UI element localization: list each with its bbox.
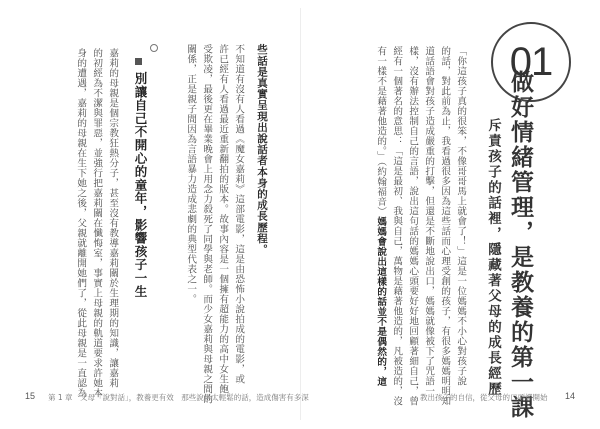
left-page-number: 15: [25, 391, 36, 401]
left-body-col-7: 身的遭遇，嘉莉的母親在生下她之後，父親就離開她們了，從此母親是一直認為: [75, 48, 87, 398]
chapter-number: 01: [509, 39, 553, 84]
left-body-col-2: 許已經有人看過最近重新翻拍的版本。故事內容是一個擁有超能力的高中女生飽: [217, 44, 229, 394]
left-body-col-3: 受欺凌，最後更在畢業晚會上用念力殺死了同學與老師。而少女嘉莉與母親之間的: [201, 44, 213, 404]
right-body-col-2: 的話，對此前為止，我看過很多因為這些話而心理受創的孩子，有很多媽媽明明知: [439, 46, 451, 406]
right-body-col-1: 「你這孩子真的很笨，不像哥哥馬上就會了！」這是一位媽媽不小心對孩子說: [455, 46, 467, 386]
left-body-col-5: 嘉莉的母親是個宗教狂熱分子，甚至沒有教導嘉莉關於生理期的知識，讓嘉莉: [107, 48, 119, 388]
right-body-col-6: 有一樣不是藉著他造的。」（約翰福音）媽媽會說出這樣的話並不是偶然的，這: [375, 46, 387, 387]
page-gutter: [300, 8, 301, 420]
section1-heading: 些話是真實呈現出說話者本身的成長歷程。: [256, 44, 268, 255]
left-body-col-6: 的初經為不潔與罪惡，並強行把嘉莉關在懺悔室，事實上母親的軌道要求許她本: [91, 48, 103, 398]
left-footer: 第 1 章 父母「說對話」，教養更有效 那些說得太輕鬆的話，造成傷害有多深: [48, 393, 309, 402]
left-body-col-4: 關係，正是親子間因為言語暴力造成悲劇的典型代表之一。: [185, 44, 197, 304]
emphasized-phrase: 媽媽會說出這樣的話並不是偶然的，這: [375, 216, 387, 387]
right-page-number: 14: [565, 391, 576, 401]
right-body-col-4: 樣，沒有辦法控制自己的言語，說出這句話的媽媽心頭要好好地回顧著細自己，曾: [407, 46, 419, 406]
chapter-title: 做好情緒管理，是教養的第一課: [507, 70, 533, 420]
right-footer: 教出孩子的自信，從父母的口頭禪開始: [420, 393, 548, 402]
right-body-col-3: 道話語會對孩子造成嚴重的打擊，但還是不斷地說出口，媽媽就像被下了咒語一: [423, 46, 435, 396]
right-body-col-5: 經有一個著名的意思：「這是最初、我與自己，萬物是藉著他造的，凡被造的，沒: [391, 46, 403, 406]
left-body-col-1: 不知道有沒有人看過《魔女嘉莉》這部電影，這是由恐怖小說拍成的電影，或: [233, 44, 245, 384]
section2-heading: 別讓自己不開心的童年，影響孩子一生: [133, 72, 148, 299]
section-marker-square-icon: [135, 58, 142, 65]
section-marker-circle-icon: [150, 44, 158, 52]
chapter-subtitle: 斥責孩子的話裡，隱藏著父母的成長經歷: [485, 118, 501, 397]
